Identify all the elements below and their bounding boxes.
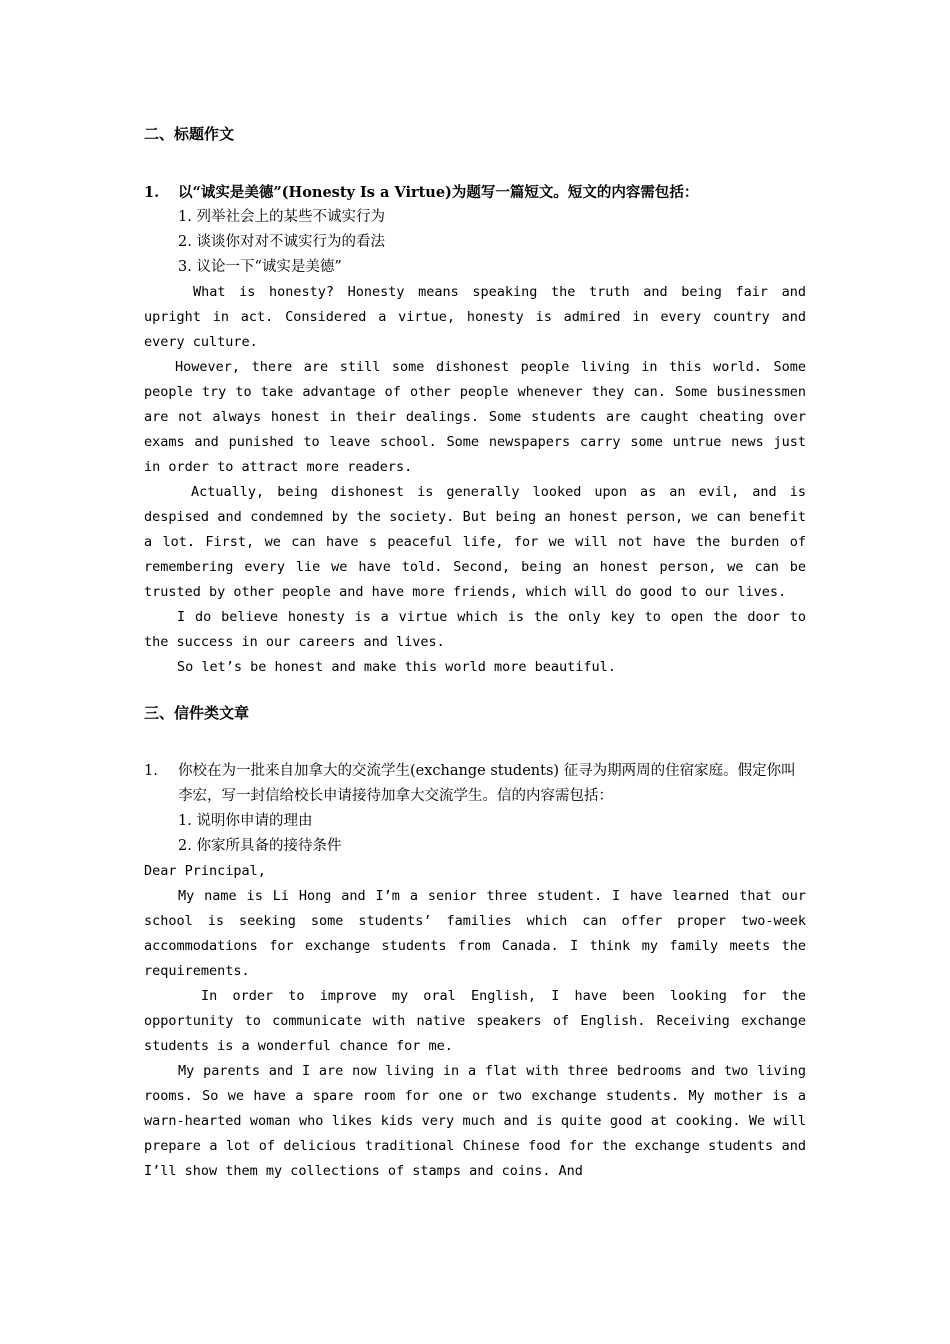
requirement-item: 2. 谈谈你对对不诚实行为的看法 [178,234,385,250]
requirement-item: 3. 议论一下“诚实是美德” [178,259,342,275]
essay-paragraph: What is honesty? Honesty means speaking the truth and being fair and upright in act. Considered a virtue, honesty is admired in every country and every culture. [144,284,806,350]
essay-paragraph: So let’s be honest and make this world more beautiful. [177,659,616,675]
requirement-item: 1. 说明你申请的理由 [178,813,313,829]
letter-paragraph: In order to improve my oral English, I have been looking for the opportunity to communicate with native speakers of English. Receiving exchange students is a wonderful chance for me. [144,988,806,1054]
task-number: 1. [144,184,160,201]
letter-paragraph: My name is Li Hong and I’m a senior three student. I have learned that our school is seeking some students’ families which can offer proper two-week accommodations for exchange students from Canada. I think my family meets the requirements. [144,888,806,979]
section-heading-title-essay: 二、标题作文 [144,125,235,143]
letter-task-prompt [144,759,806,809]
task-text: 你校在为一批来自加拿大的交流学生(exchange students) 征寻为期两周的住宿家庭。假定你叫李宏，写一封信给校长申请接待加拿大交流学生。信的内容需包括： [178,763,796,804]
essay-paragraph: However, there are still some dishonest people living in this world. Some people try to take advantage of other people whenever they can. Some businessmen are not always honest in their dealings. Some students are caught cheating over exams and punished to leave school. Some newspapers carry some untrue news just in order to attract more readers. [144,359,806,475]
section-heading-letter: 三、信件类文章 [144,704,250,722]
essay-paragraph: Actually, being dishonest is generally looked upon as an evil, and is despised and condemned by the society. But being an honest person, we can benefit a lot. First, we can have s peaceful life, for we will not have the burden of remembering every lie we have told. Second, being an honest person, we can be trusted by other people and have more friends, which will do good to our lives. [144,484,806,600]
requirement-item: 2. 你家所具备的接待条件 [178,838,342,854]
essay-task-prompt [144,180,806,205]
document-body [144,122,806,1184]
letter-paragraph: My parents and I are now living in a flat with three bedrooms and two living rooms. So we have a spare room for one or two exchange students. My mother is a warn-hearted woman who likes kids very much and is quite good at cooking. We will prepare a lot of delicious traditional Chinese food for the exchange students and I’ll show them my collections of stamps and coins. And [144,1063,806,1179]
letter-greeting: Dear Principal, [144,863,266,879]
task-number: 1. [144,763,158,779]
requirement-item: 1. 列举社会上的某些不诚实行为 [178,209,385,225]
essay-paragraph: I do believe honesty is a virtue which is the only key to open the door to the success in our careers and lives. [144,609,806,650]
task-text: 以“诚实是美德”(Honesty Is a Virtue)为题写一篇短文。短文的内容需包括： [178,184,699,201]
